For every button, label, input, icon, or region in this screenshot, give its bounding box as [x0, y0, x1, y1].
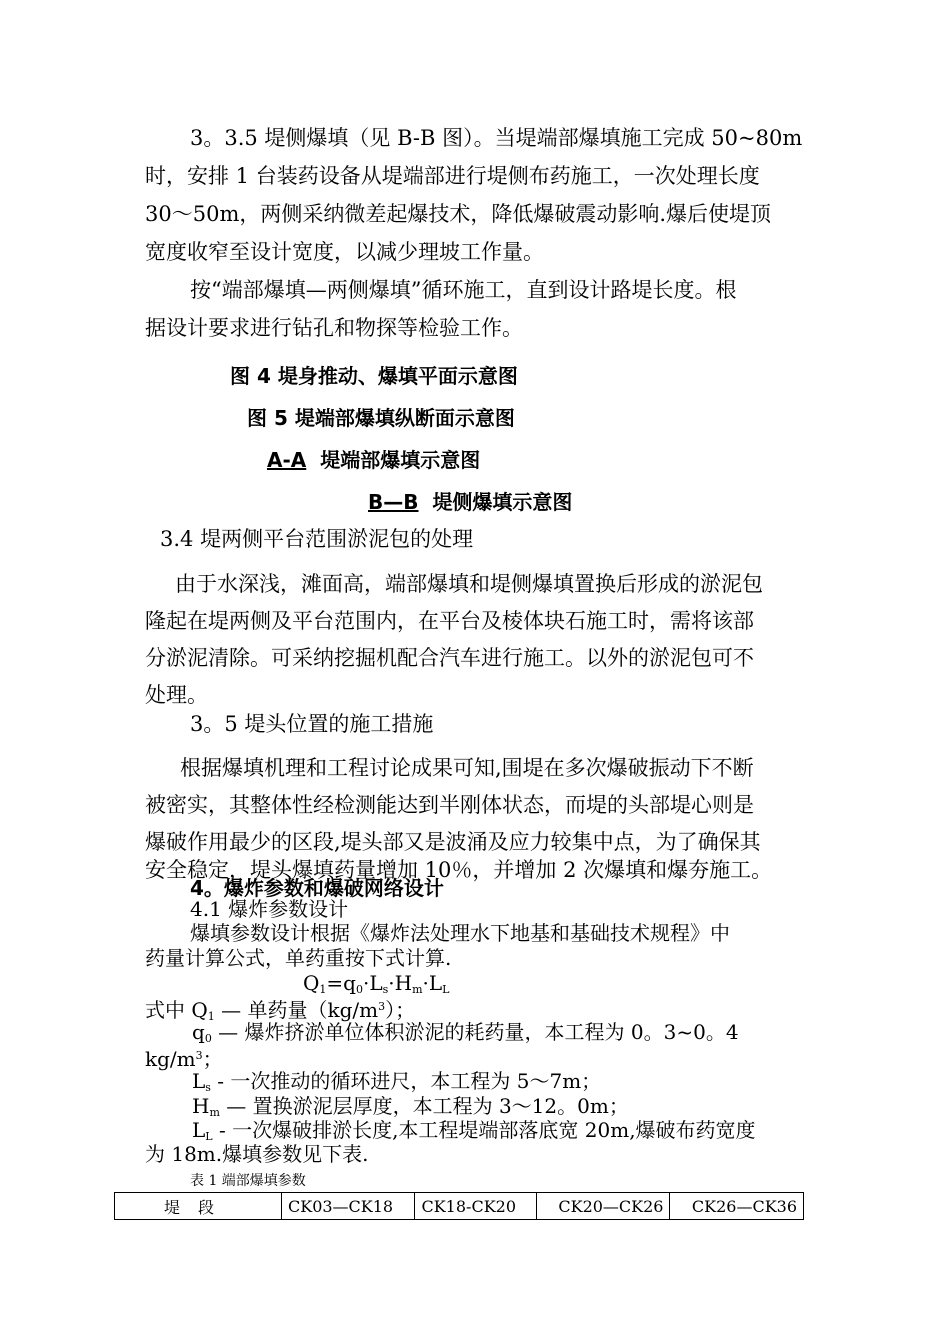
definition-q0-continued: $kg/m^3$；: [145, 1047, 223, 1071]
paragraph-line: 由于水深浅，滩面高，端部爆填和堤侧爆填置换后形成的淤泥包: [175, 572, 763, 596]
figure-caption-5: 图 5 堤端部爆填纵断面示意图: [247, 406, 515, 430]
paragraph-line: 3。3.5 堤侧爆填（见 B-B 图）。当堤端部爆填施工完成 50~80m: [190, 126, 803, 150]
definition-q1: 式中 $Q_1$ — 单药量$(kg/m^3)$；: [145, 998, 416, 1023]
section-heading-4: 4。爆炸参数和爆破网络设计: [190, 876, 444, 900]
paragraph-line: 隆起在堤两侧及平台范围内，在平台及棱体块石施工时，需将该部: [145, 609, 754, 633]
section-heading: 3.4 堤两侧平台范围淤泥包的处理: [160, 527, 474, 551]
paragraph-line: 爆破作用最少的区段,堤头部又是波涌及应力较集中点，为了确保其: [145, 830, 761, 854]
parameters-table: [114, 1192, 804, 1220]
table-cell: CK03—CK18: [282, 1193, 415, 1220]
definition-q0: $q_0$ — 爆炸挤淤单位体积淤泥的耗药量，本工程为 0。3~0。4: [192, 1020, 739, 1045]
section-code-bb: B—B: [368, 490, 419, 514]
paragraph-line: 药量计算公式，单药重按下式计算.: [145, 946, 452, 970]
table-caption: 表 1 端部爆填参数: [190, 1173, 306, 1189]
figure-caption-aa-text: 堤端部爆填示意图: [320, 448, 481, 472]
paragraph-line: 分淤泥清除。可采纳挖掘机配合汽车进行施工。以外的淤泥包可不: [145, 646, 754, 670]
paragraph-line: 根据爆填机理和工程讨论成果可知,围堤在多次爆破振动下不断: [180, 756, 754, 780]
paragraph-line: 被密实，其整体性经检测能达到半刚体状态，而堤的头部堤心则是: [145, 793, 754, 817]
table-cell: CK20—CK26: [537, 1193, 670, 1220]
definition-hm: $H_m$ — 置换淤泥层厚度，本工程为 3～12。0m；: [192, 1094, 629, 1119]
subsection-heading: 4.1 爆炸参数设计: [190, 897, 349, 921]
paragraph-line: 爆填参数设计根据《爆炸法处理水下地基和基础技术规程》中: [190, 921, 730, 945]
definition-ls: $L_s$ - 一次推动的循环进尺，本工程为 5～7m；: [192, 1069, 602, 1094]
table-header-cell: 堤段: [115, 1193, 282, 1220]
paragraph-line: 处理。: [145, 683, 208, 707]
table-row: [115, 1193, 804, 1220]
definition-ll-continued: 为 18m.爆填参数见下表.: [145, 1142, 369, 1166]
definition-ll: $L_L$ - 一次爆破排淤长度,本工程堤端部落底宽 20m,爆破布药宽度: [192, 1118, 756, 1143]
figure-caption-aa: [267, 444, 480, 473]
paragraph-line: 据设计要求进行钻孔和物探等检验工作。: [145, 316, 523, 340]
table-cell: CK26—CK36: [670, 1193, 804, 1220]
paragraph-line: 安全稳定，堤头爆填药量增加 10％，并增加 2 次爆填和爆夯施工。: [145, 858, 773, 882]
paragraph-line: 30～50m，两侧采纳微差起爆技术，降低爆破震动影响.爆后使堤顶: [145, 202, 772, 226]
figure-caption-bb: [368, 486, 572, 515]
section-code-aa: A-A: [267, 448, 307, 472]
table-cell: CK18-CK20: [415, 1193, 537, 1220]
figure-caption-4: 图 4 堤身推动、爆填平面示意图: [230, 364, 518, 388]
section-heading: 3。5 堤头位置的施工措施: [190, 712, 434, 736]
paragraph-line: 按“端部爆填—两侧爆填”循环施工，直到设计路堤长度。根: [190, 278, 737, 302]
paragraph-line: 时，安排 1 台装药设备从堤端部进行堤侧布药施工，一次处理长度: [145, 164, 760, 188]
figure-caption-bb-text: 堤侧爆填示意图: [432, 490, 573, 514]
formula: $Q_1=q_0\cdot L_s\cdot H_m\cdot L_L$: [303, 971, 450, 996]
paragraph-line: 宽度收窄至设计宽度，以减少理坡工作量。: [145, 240, 544, 264]
